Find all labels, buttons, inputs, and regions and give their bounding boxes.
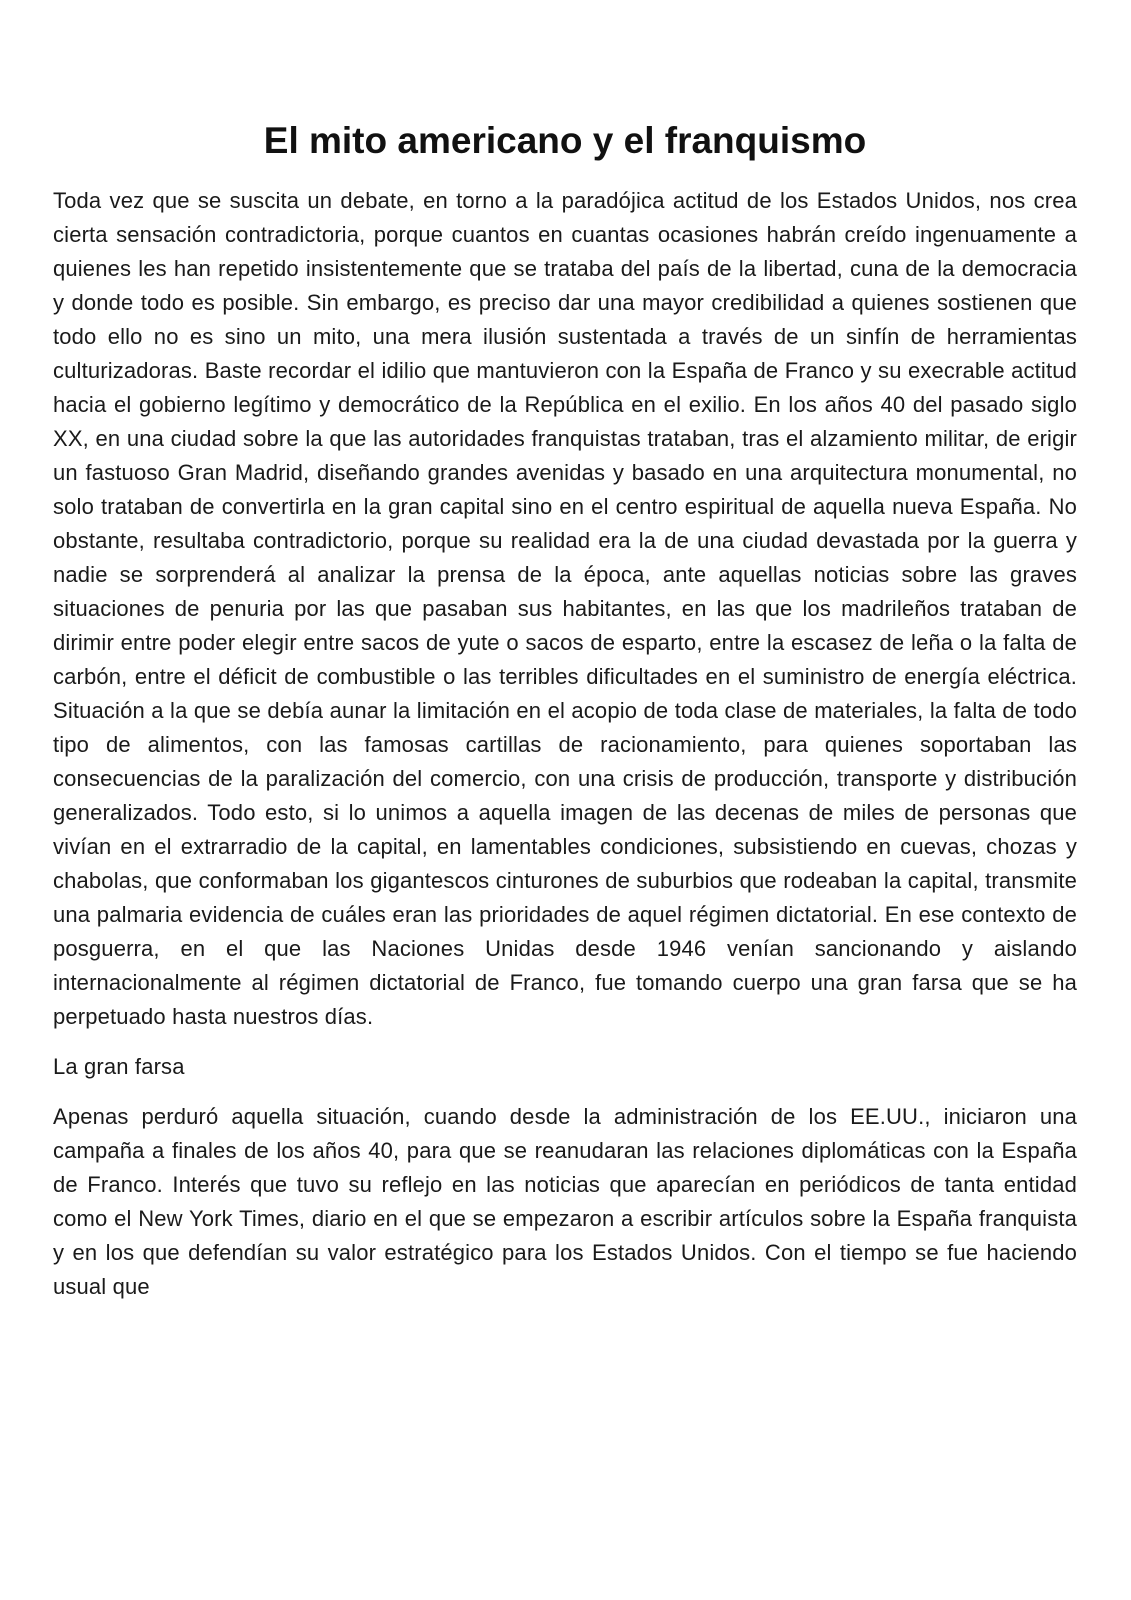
section-subheading: La gran farsa — [53, 1054, 185, 1079]
body-paragraph-2: Apenas perduró aquella situación, cuando desde la administración de los EE.UU., iniciaron una campaña a finales de los años 40, para que se reanudaran las relaciones diplomáticas con la España de Franco. Interés que tuvo su reflejo en las noticias que aparecían en periódicos de tanta entidad como el New York Times, diario en el que se empezaron a escribir artículos sobre la España franquista y en los que defendían su valor estratégico para los Estados Unidos. Con el tiempo se fue haciendo usual que — [53, 1104, 1077, 1299]
body-paragraph-1: Toda vez que se suscita un debate, en torno a la paradójica actitud de los Estados Unidos, nos crea cierta sensación contradictoria, porque cuantos en cuantas ocasiones habrán creído ingenuamente a quienes les han repetido insistentemente que se trataba del país de la libertad, cuna de la democracia y donde todo es posible. Sin embargo, es preciso dar una mayor credibilidad a quienes sostienen que todo ello no es sino un mito, una mera ilusión sustentada a través de un sinfín de herramientas culturizadoras. Baste recordar el idilio que mantuvieron con la España de Franco y su execrable actitud hacia el gobierno legítimo y democrático de la República en el exilio. En los años 40 del pasado siglo XX, en una ciudad sobre la que las autoridades franquistas trataban, tras el alzamiento militar, de erigir un fastuoso Gran Madrid, diseñando grandes avenidas y basado en una arquitectura monumental, no solo trataban de convertirla en la gran capital sino en el centro espiritual de aquella nueva España. No obstante, resultaba contradictorio, porque su realidad era la de una ciudad devastada por la guerra y nadie se sorprenderá al analizar la prensa de la época, ante aquellas noticias sobre las graves situaciones de penuria por las que pasaban sus habitantes, en las que los madrileños trataban de dirimir entre poder elegir entre sacos de yute o sacos de esparto, entre la escasez de leña o la falta de carbón, entre el déficit de combustible o las terribles dificultades en el suministro de energía eléctrica. Situación a la que se debía aunar la limitación en el acopio de toda clase de materiales, la falta de todo tipo de alimentos, con las famosas cartillas de racionamiento, para quienes soportaban las consecuencias de la paralización del comercio, con una crisis de producción, transporte y distribución generalizados. Todo esto, si lo unimos a aquella imagen de las decenas de miles de personas que vivían en el extrarradio de la capital, en lamentables condiciones, subsistiendo en cuevas, chozas y chabolas, que conformaban los gigantescos cinturones de suburbios que rodeaban la capital, transmite una palmaria evidencia de cuáles eran las prioridades de aquel régimen dictatorial. En ese contexto de posguerra, en el que las Naciones Unidas desde 1946 venían sancionando y aislando internacionalmente al régimen dictatorial de Franco, fue tomando cuerpo una gran farsa que se ha perpetuado hasta nuestros días. — [53, 188, 1077, 1029]
document-title: El mito americano y el franquismo — [263, 120, 867, 161]
